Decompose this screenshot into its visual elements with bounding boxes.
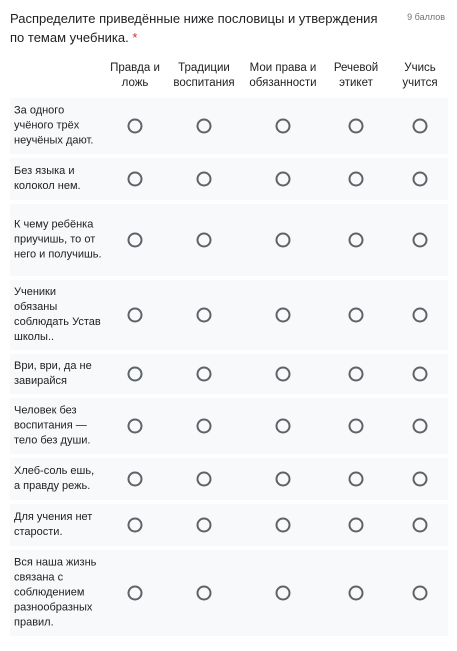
choice-grid <box>10 58 448 629</box>
radio-unchecked-icon[interactable] <box>128 119 143 134</box>
column-header-line: обязанности <box>249 77 317 89</box>
radio-unchecked-icon[interactable] <box>197 172 212 187</box>
grid-row <box>10 354 448 394</box>
radio-unchecked-icon[interactable] <box>349 472 364 487</box>
radio-unchecked-icon[interactable] <box>349 586 364 601</box>
radio-unchecked-icon[interactable] <box>413 367 428 382</box>
radio-unchecked-icon[interactable] <box>276 367 291 382</box>
radio-unchecked-icon[interactable] <box>276 172 291 187</box>
radio-unchecked-icon[interactable] <box>128 586 143 601</box>
radio-unchecked-icon[interactable] <box>413 586 428 601</box>
radio-unchecked-icon[interactable] <box>197 472 212 487</box>
grid-row <box>10 98 448 154</box>
radio-unchecked-icon[interactable] <box>413 308 428 323</box>
grid-row <box>10 458 448 500</box>
points-badge: 9 баллов <box>407 12 445 22</box>
radio-unchecked-icon[interactable] <box>349 419 364 434</box>
grid-row <box>10 204 448 276</box>
radio-unchecked-icon[interactable] <box>349 172 364 187</box>
radio-unchecked-icon[interactable] <box>197 119 212 134</box>
radio-unchecked-icon[interactable] <box>128 367 143 382</box>
row-label: Хлеб-соль ешь, а правду режь. <box>14 465 95 492</box>
column-header-5 <box>402 61 437 91</box>
radio-unchecked-icon[interactable] <box>349 518 364 533</box>
radio-unchecked-icon[interactable] <box>128 518 143 533</box>
question-header <box>10 9 447 47</box>
row-label: Без языка и колокол нем. <box>14 165 81 192</box>
radio-unchecked-icon[interactable] <box>197 518 212 533</box>
row-label: Ври, ври, да не завирайся <box>14 360 92 387</box>
column-header-line: Речевой <box>333 62 379 74</box>
column-header-3 <box>249 61 316 91</box>
radio-unchecked-icon[interactable] <box>276 419 291 434</box>
radio-unchecked-icon[interactable] <box>128 233 143 248</box>
radio-unchecked-icon[interactable] <box>413 119 428 134</box>
grid-row <box>10 504 448 546</box>
radio-unchecked-icon[interactable] <box>413 518 428 533</box>
radio-unchecked-icon[interactable] <box>413 233 428 248</box>
row-label: Для учения нет старости. <box>14 511 93 538</box>
radio-unchecked-icon[interactable] <box>349 233 364 248</box>
radio-unchecked-icon[interactable] <box>128 472 143 487</box>
column-header-1 <box>110 61 160 91</box>
grid-row <box>10 398 448 454</box>
radio-unchecked-icon[interactable] <box>197 367 212 382</box>
column-header-2 <box>173 61 234 91</box>
column-header-line: воспитания <box>173 77 235 89</box>
radio-unchecked-icon[interactable] <box>128 308 143 323</box>
column-header-line: учится <box>402 77 438 89</box>
required-mark: * <box>132 30 138 45</box>
radio-unchecked-icon[interactable] <box>276 233 291 248</box>
grid-row <box>10 550 448 636</box>
column-header-line: Традиции <box>178 62 230 74</box>
column-header-line: Правда и <box>110 62 160 74</box>
radio-unchecked-icon[interactable] <box>349 367 364 382</box>
row-label: За одного учёного трёх неучёных дают. <box>14 104 94 147</box>
column-header-line: Учись <box>404 62 436 74</box>
radio-unchecked-icon[interactable] <box>276 308 291 323</box>
radio-unchecked-icon[interactable] <box>413 472 428 487</box>
column-header-line: Мои права и <box>249 62 317 74</box>
question-title-text: Распределите приведённые ниже пословицы и утверждения по темам учебника. <box>10 11 378 45</box>
radio-unchecked-icon[interactable] <box>349 308 364 323</box>
column-header-line: этикет <box>339 77 373 89</box>
radio-unchecked-icon[interactable] <box>276 119 291 134</box>
radio-unchecked-icon[interactable] <box>276 586 291 601</box>
column-header-4 <box>334 61 378 91</box>
grid-row <box>10 280 448 350</box>
row-label: Человек без воспитания — тело без души. <box>14 404 91 447</box>
radio-unchecked-icon[interactable] <box>413 419 428 434</box>
radio-unchecked-icon[interactable] <box>197 233 212 248</box>
row-label: Ученики обязаны соблюдать Устав школы.. <box>14 286 101 343</box>
question-title <box>10 9 390 47</box>
column-header-line: ложь <box>121 77 149 89</box>
radio-unchecked-icon[interactable] <box>197 586 212 601</box>
radio-unchecked-icon[interactable] <box>276 472 291 487</box>
radio-unchecked-icon[interactable] <box>276 518 291 533</box>
row-label: К чему ребёнка приучишь, то от него и получишь. <box>14 218 102 261</box>
radio-unchecked-icon[interactable] <box>128 172 143 187</box>
radio-unchecked-icon[interactable] <box>413 172 428 187</box>
radio-unchecked-icon[interactable] <box>128 419 143 434</box>
grid-row <box>10 158 448 200</box>
row-label: Вся наша жизнь связана с соблюдением разнообразных правил. <box>14 556 97 629</box>
radio-unchecked-icon[interactable] <box>349 119 364 134</box>
column-header-row <box>10 58 448 96</box>
radio-unchecked-icon[interactable] <box>197 308 212 323</box>
radio-unchecked-icon[interactable] <box>197 419 212 434</box>
